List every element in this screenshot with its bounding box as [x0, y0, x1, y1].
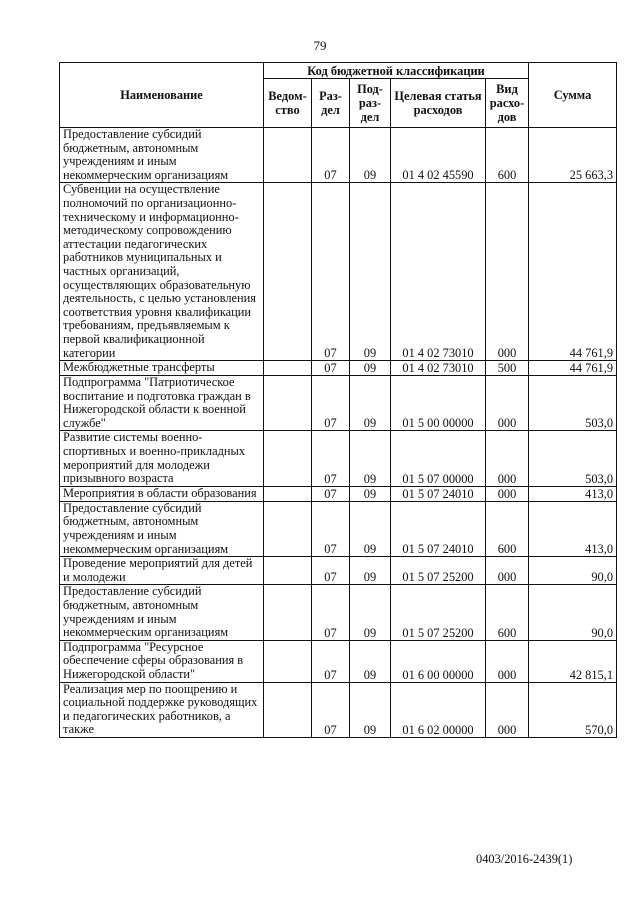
row-sum: 90,0 [529, 557, 617, 585]
row-podrazdel: 09 [350, 376, 391, 431]
row-sum: 44 761,9 [529, 183, 617, 361]
row-razdel: 07 [312, 431, 350, 486]
row-name: Предоставление субсидий бюджетным, автономным учреждениям и иным некоммерческим организациям [60, 128, 264, 183]
row-sum: 25 663,3 [529, 128, 617, 183]
row-podrazdel: 09 [350, 431, 391, 486]
header-sum: Сумма [529, 63, 617, 128]
row-vedomstvo [264, 361, 312, 376]
header-target-article: Целевая статья расходов [391, 79, 486, 128]
row-expense-type: 600 [486, 501, 529, 556]
table-row [60, 183, 617, 361]
table-row [60, 585, 617, 640]
header-name: Наименование [60, 63, 264, 128]
row-target-article: 01 5 07 00000 [391, 431, 486, 486]
row-expense-type: 000 [486, 376, 529, 431]
row-sum: 42 815,1 [529, 640, 617, 682]
row-podrazdel: 09 [350, 585, 391, 640]
row-target-article: 01 5 07 24010 [391, 501, 486, 556]
table-row [60, 431, 617, 486]
row-name: Подпрограмма "Ресурсное обеспечение сферы образования в Нижегородской области" [60, 640, 264, 682]
row-vedomstvo [264, 431, 312, 486]
row-razdel: 07 [312, 376, 350, 431]
row-expense-type: 500 [486, 361, 529, 376]
row-vedomstvo [264, 501, 312, 556]
row-name: Подпрограмма "Патриотическое воспитание и подготовка граждан в Нижегородской области к военной службе" [60, 376, 264, 431]
document-code: 0403/2016-2439(1) [476, 852, 573, 866]
row-target-article: 01 6 02 00000 [391, 682, 486, 737]
table-row [60, 486, 617, 501]
row-podrazdel: 09 [350, 183, 391, 361]
row-target-article: 01 5 07 25200 [391, 557, 486, 585]
row-target-article: 01 6 00 00000 [391, 640, 486, 682]
row-podrazdel: 09 [350, 557, 391, 585]
row-vedomstvo [264, 557, 312, 585]
row-name: Проведение мероприятий для детей и молодежи [60, 557, 264, 585]
row-expense-type: 600 [486, 128, 529, 183]
table-row [60, 682, 617, 737]
row-sum: 413,0 [529, 501, 617, 556]
row-vedomstvo [264, 183, 312, 361]
row-target-article: 01 4 02 45590 [391, 128, 486, 183]
row-podrazdel: 09 [350, 682, 391, 737]
row-name: Предоставление субсидий бюджетным, автономным учреждениям и иным некоммерческим организациям [60, 501, 264, 556]
table-row [60, 640, 617, 682]
row-target-article: 01 4 02 73010 [391, 183, 486, 361]
row-razdel: 07 [312, 501, 350, 556]
row-razdel: 07 [312, 557, 350, 585]
row-target-article: 01 5 00 00000 [391, 376, 486, 431]
row-vedomstvo [264, 376, 312, 431]
row-name: Мероприятия в области образования [60, 486, 264, 501]
row-podrazdel: 09 [350, 128, 391, 183]
header-razdel: Раз- дел [312, 79, 350, 128]
row-sum: 90,0 [529, 585, 617, 640]
row-name: Реализация мер по поощрению и социальной поддержке руководящих и педагогических работников, а также [60, 682, 264, 737]
row-razdel: 07 [312, 585, 350, 640]
table-row [60, 128, 617, 183]
row-podrazdel: 09 [350, 361, 391, 376]
header-classification-group: Код бюджетной классификации [264, 63, 529, 79]
header-podrazdel: Под- раз- дел [350, 79, 391, 128]
header-expense-type: Вид расхо- дов [486, 79, 529, 128]
page-number: 79 [313, 38, 327, 53]
row-expense-type: 000 [486, 183, 529, 361]
row-razdel: 07 [312, 682, 350, 737]
row-name: Субвенции на осуществление полномочий по организационно-техническому и информационно-методическому сопровождению аттестации педагогических работников муниципальных и частных организаций, осуществляющих образовательную деятельность, с целью установления соответствия уровня квалификации требованиям, предъявляемым к первой квалификационной категории [60, 183, 264, 361]
table-row [60, 361, 617, 376]
row-vedomstvo [264, 585, 312, 640]
row-sum: 44 761,9 [529, 361, 617, 376]
row-sum: 413,0 [529, 486, 617, 501]
row-vedomstvo [264, 682, 312, 737]
row-podrazdel: 09 [350, 501, 391, 556]
row-expense-type: 000 [486, 431, 529, 486]
row-vedomstvo [264, 640, 312, 682]
row-razdel: 07 [312, 486, 350, 501]
row-target-article: 01 5 07 24010 [391, 486, 486, 501]
row-expense-type: 000 [486, 486, 529, 501]
row-expense-type: 000 [486, 557, 529, 585]
table-row [60, 501, 617, 556]
row-expense-type: 600 [486, 585, 529, 640]
row-razdel: 07 [312, 128, 350, 183]
row-podrazdel: 09 [350, 640, 391, 682]
row-vedomstvo [264, 486, 312, 501]
row-podrazdel: 09 [350, 486, 391, 501]
row-target-article: 01 5 07 25200 [391, 585, 486, 640]
row-razdel: 07 [312, 183, 350, 361]
row-sum: 570,0 [529, 682, 617, 737]
row-name: Межбюджетные трансферты [60, 361, 264, 376]
row-vedomstvo [264, 128, 312, 183]
table-row [60, 557, 617, 585]
row-expense-type: 000 [486, 640, 529, 682]
row-target-article: 01 4 02 73010 [391, 361, 486, 376]
row-razdel: 07 [312, 361, 350, 376]
row-sum: 503,0 [529, 431, 617, 486]
row-sum: 503,0 [529, 376, 617, 431]
header-vedomstvo: Ведом- ство [264, 79, 312, 128]
table-row [60, 376, 617, 431]
row-razdel: 07 [312, 640, 350, 682]
row-name: Развитие системы военно-спортивных и военно-прикладных мероприятий для молодежи призывного возраста [60, 431, 264, 486]
row-name: Предоставление субсидий бюджетным, автономным учреждениям и иным некоммерческим организациям [60, 585, 264, 640]
row-expense-type: 000 [486, 682, 529, 737]
budget-table [59, 62, 617, 738]
